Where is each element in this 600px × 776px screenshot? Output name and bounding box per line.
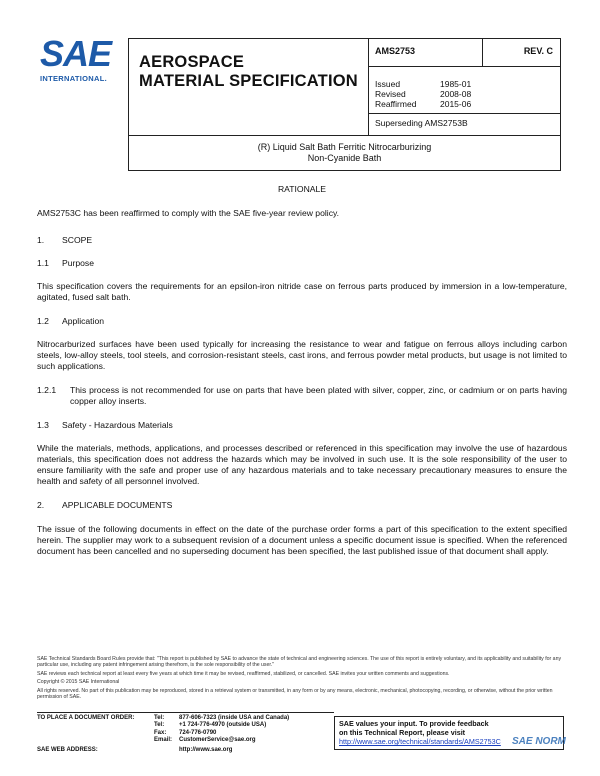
footer-divider bbox=[37, 712, 334, 713]
section-1-heading bbox=[37, 235, 567, 246]
spec-title-line1: AEROSPACE bbox=[139, 53, 245, 71]
tel2-label: Tel: bbox=[154, 722, 165, 729]
section-1-2-1 bbox=[37, 385, 567, 407]
section-title: SCOPE bbox=[62, 235, 93, 245]
safety-text: While the materials, methods, applications, and processes described or referenced in this specification may involve the use of hazardous materials, this specification does not address the hazards which may be involved in such use. It is the sole responsibility of the user to ensure familiarity with the safe and proper use of any hazardous materials and to take necessary precautionary measures to ensure the health and safety of all personnel involved. bbox=[37, 443, 567, 486]
email-value: CustomerService@sae.org bbox=[179, 736, 256, 743]
purpose-text: This specification covers the requirements for an epsilon-iron nitride case on ferrous parts produced by immersion in a low-temperature, agitated, fused salt bath. bbox=[37, 281, 567, 302]
application-text: Nitrocarburized surfaces have been used typically for increasing the resistance to wear and fatigue on ferrous alloys including carbon steels, low-alloy steels, tool steels, and corrosion-resistant steels, cast irons, and ferrous powder metal products, but usage is not limited to such applications. bbox=[37, 339, 567, 371]
spec-title bbox=[129, 39, 369, 135]
subtitle-line1: (R) Liquid Salt Bath Ferritic Nitrocarburizing bbox=[257, 142, 432, 152]
revised-date: 2008-08 bbox=[440, 89, 472, 99]
revision: REV. C bbox=[483, 39, 561, 67]
email-label: Email: bbox=[154, 736, 173, 743]
rights-notice: All rights reserved. No part of this publication may be reproduced, stored in a retrieval system or transmitted, in any form or by any means, electronic, mechanical, photocopying, recording, or otherwise, without the prior written permission of SAE. bbox=[37, 687, 553, 701]
section-1-2-heading bbox=[37, 316, 567, 327]
header-box bbox=[128, 38, 561, 136]
footer-note: SAE reviews each technical report at least every five years at which time it may be revised, reaffirmed, stabilized, or cancelled. SAE invites your written comments and suggestions. bbox=[37, 670, 450, 677]
section-title: Safety - Hazardous Materials bbox=[62, 420, 173, 430]
tel2-value: +1 724-776-4970 (outside USA) bbox=[179, 722, 267, 729]
tel-label: Tel: bbox=[154, 715, 165, 721]
divider bbox=[369, 113, 561, 114]
section-1-1-heading bbox=[37, 258, 567, 269]
watermark: SAE NORM bbox=[512, 736, 566, 747]
issued-date: 1985-01 bbox=[440, 79, 472, 89]
doc-number: AMS2753 bbox=[369, 39, 483, 67]
doc-subtitle bbox=[128, 135, 561, 171]
section-title: APPLICABLE DOCUMENTS bbox=[62, 500, 173, 510]
issued-label: Issued bbox=[375, 79, 401, 89]
feedback-link[interactable]: http://www.sae.org/technical/standards/AMS2753C bbox=[339, 737, 501, 746]
reaffirmed-date: 2015-06 bbox=[440, 99, 472, 109]
section-number: 1.2.1 bbox=[37, 385, 57, 395]
date-table bbox=[375, 79, 555, 109]
logo-subtitle: INTERNATIONAL. bbox=[40, 74, 107, 83]
tel-value: 877-606-7323 (inside USA and Canada) bbox=[179, 715, 290, 721]
fax-value: 724-776-0790 bbox=[179, 729, 217, 736]
section-1-3-heading bbox=[37, 420, 567, 431]
web-label: SAE WEB ADDRESS: bbox=[37, 747, 98, 754]
section-number: 1. bbox=[37, 235, 45, 245]
sae-logo bbox=[40, 33, 124, 92]
section-number: 1.1 bbox=[37, 258, 49, 268]
superseding: Superseding AMS2753B bbox=[375, 118, 468, 128]
section-number: 2. bbox=[37, 500, 45, 510]
feedback-line2: on this Technical Report, please visit bbox=[339, 728, 466, 737]
order-label: TO PLACE A DOCUMENT ORDER: bbox=[37, 715, 135, 721]
rationale-text: AMS2753C has been reaffirmed to comply with the SAE five-year review policy. bbox=[37, 208, 340, 218]
copyright: Copyright © 2015 SAE International bbox=[37, 679, 120, 686]
reaffirmed-label: Reaffirmed bbox=[375, 99, 417, 109]
applicable-text: The issue of the following documents in effect on the date of the purchase order forms a part of this specification to the extent specified herein. The supplier may work to a subsequent revision of a document unless a specific document issue is specified. When the referenced document has been cancelled and no superseding document has been specified, the last published issue of that document shall apply. bbox=[37, 524, 567, 556]
document-body bbox=[37, 184, 567, 557]
subtitle-line2: Non-Cyanide Bath bbox=[307, 153, 382, 163]
rationale-heading: RATIONALE bbox=[277, 184, 327, 194]
section-text: This process is not recommended for use on parts that have been plated with silver, copper, zinc, or cadmium or on parts having copper alloy inserts. bbox=[70, 385, 567, 406]
section-title: Purpose bbox=[62, 258, 95, 268]
section-number: 1.3 bbox=[37, 420, 49, 430]
revised-label: Revised bbox=[375, 89, 406, 99]
fax-label: Fax: bbox=[154, 729, 167, 736]
section-title: Application bbox=[62, 316, 105, 326]
logo-letters: SAE bbox=[40, 33, 112, 74]
web-link[interactable]: http://www.sae.org bbox=[179, 747, 233, 754]
footer-note: SAE Technical Standards Board Rules provide that: "This report is published by SAE to advance the state of technical and engineering sciences. The use of this report is entirely voluntary, and its applicability and suitability for any particular use, including any patent infringement arising therefrom, is the sole responsibility of the user." bbox=[37, 656, 562, 669]
spec-title-line2: MATERIAL SPECIFICATION bbox=[139, 72, 358, 90]
section-2-heading bbox=[37, 500, 567, 511]
section-number: 1.2 bbox=[37, 316, 49, 326]
order-info bbox=[37, 715, 289, 754]
footer-notes bbox=[37, 656, 567, 700]
feedback-line1: SAE values your input. To provide feedback bbox=[339, 719, 489, 728]
